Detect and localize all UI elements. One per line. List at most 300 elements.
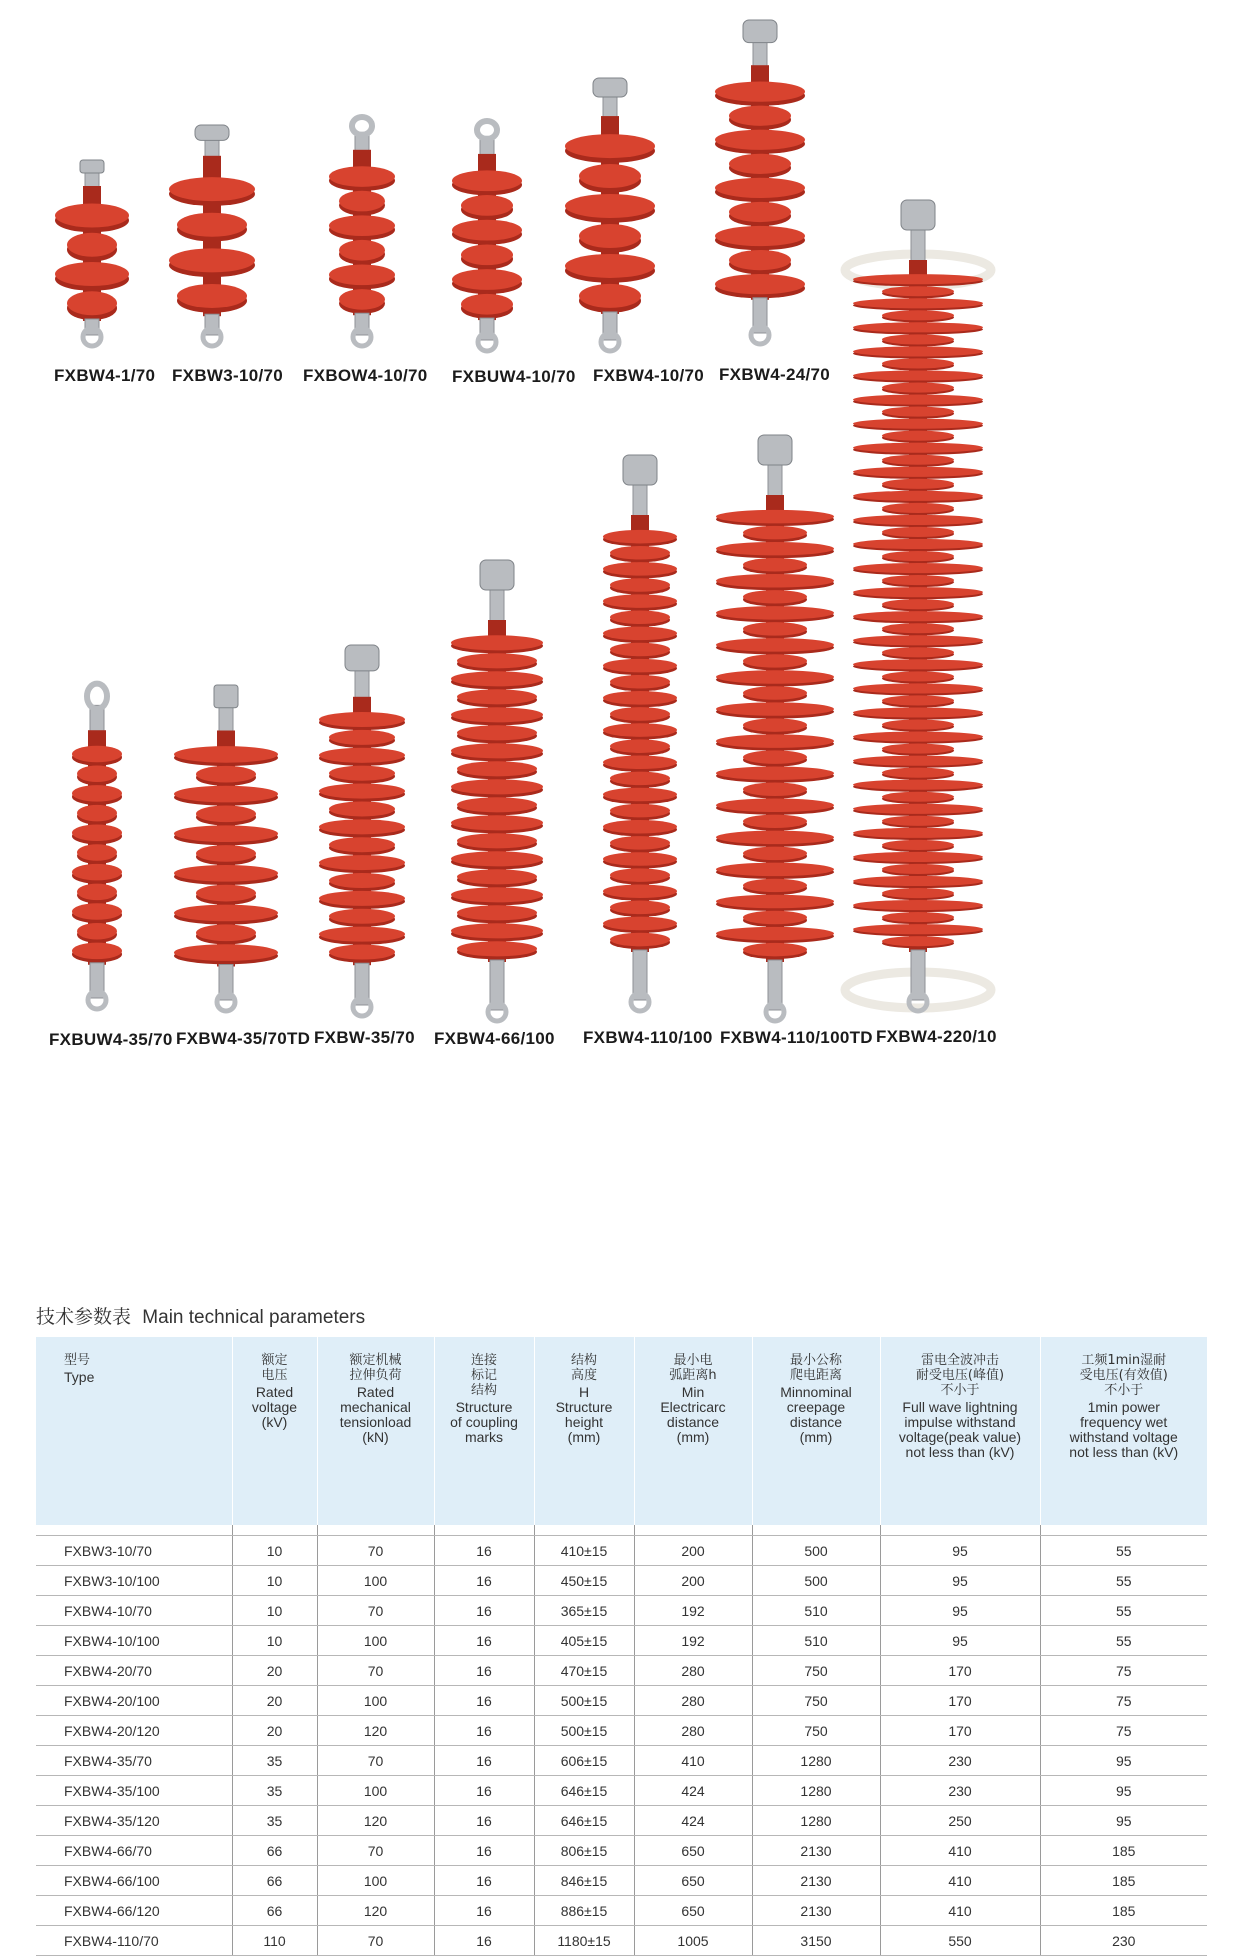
shed [743, 782, 807, 795]
shed [169, 248, 255, 272]
value-cell: 66 [232, 1896, 317, 1926]
shed [174, 825, 278, 842]
shed [610, 675, 670, 689]
shed-shadow [329, 876, 395, 891]
column-header-zh: 型号 [64, 1353, 91, 1368]
shed [853, 419, 983, 429]
shed [457, 725, 537, 740]
shed [319, 927, 405, 942]
shed [853, 828, 983, 838]
table-row [36, 1836, 1207, 1866]
shed-shadow [716, 769, 834, 782]
column-header-zh: 连接 标记 结构 [470, 1353, 497, 1398]
shed-shadow [853, 276, 983, 286]
shed-shadow [72, 828, 122, 845]
shed-shadow [174, 789, 278, 806]
column-header-en: Full wave lightning impulse withstand voltage(peak value) not less than (kV) [898, 1399, 1022, 1460]
shed [451, 743, 543, 758]
shed-shadow [67, 238, 117, 262]
shed [853, 635, 983, 645]
shed-shadow [329, 804, 395, 819]
shed [603, 594, 677, 608]
shed-shadow [451, 674, 543, 689]
shed [603, 627, 677, 641]
shed [610, 804, 670, 818]
shed-shadow [610, 871, 670, 885]
shed [882, 503, 954, 513]
shed [452, 170, 522, 191]
shed [77, 765, 117, 782]
column-header-zh: 结构 高度 [570, 1353, 597, 1383]
column-header-zh: 额定 电压 [261, 1353, 288, 1383]
shed [329, 166, 395, 187]
value-cell: 95 [880, 1566, 1040, 1596]
type-cell: FXBW4-10/70 [36, 1596, 232, 1626]
top-fitting-rod [219, 705, 233, 737]
value-cell: 230 [1040, 1926, 1207, 1956]
shed-shadow [339, 244, 385, 265]
shed [882, 623, 954, 633]
bottom-fitting-eye [88, 991, 106, 1009]
shed-shadow [603, 726, 677, 740]
shed-shadow [319, 858, 405, 873]
value-cell: 16 [434, 1836, 534, 1866]
shed-shadow [853, 589, 983, 599]
value-cell: 70 [317, 1746, 434, 1776]
value-cell: 95 [880, 1626, 1040, 1656]
bottom-fitting-eye [83, 328, 101, 346]
shed [579, 224, 641, 248]
shed-shadow [77, 848, 117, 865]
top-fitting-rod [911, 227, 925, 269]
shed [451, 671, 543, 686]
table-row [36, 1626, 1207, 1656]
shed-shadow [457, 728, 537, 743]
table-row [36, 1686, 1207, 1716]
section-title-zh: 技术参数表 [36, 1306, 132, 1328]
column-header-zh: 工频1min湿耐 受电压(有效值) 不小于 [1079, 1353, 1168, 1398]
shed-shadow [716, 609, 834, 622]
column-header-en: Structure of coupling marks [450, 1399, 518, 1445]
shed [457, 905, 537, 920]
shed [716, 927, 834, 940]
shed [743, 686, 807, 699]
bottom-fitting-rod [911, 950, 925, 1000]
product-model-label: FXBW4-220/10 [876, 1027, 997, 1046]
shed-shadow [882, 649, 954, 659]
separator-cell [434, 1525, 534, 1536]
bottom-fitting-rod [205, 314, 219, 335]
shed [610, 836, 670, 850]
shed-shadow [319, 822, 405, 837]
top-fitting-rod [768, 462, 782, 504]
shed-shadow [743, 817, 807, 830]
shed [743, 815, 807, 828]
shed [72, 903, 122, 920]
bottom-fitting-rod [490, 960, 504, 1010]
shed-shadow [882, 890, 954, 900]
shed [603, 659, 677, 673]
shed [715, 274, 805, 294]
type-cell: FXBW4-110/70 [36, 1926, 232, 1956]
shed-shadow [169, 182, 255, 206]
shed [457, 653, 537, 668]
bottom-fitting-rod [355, 313, 369, 335]
value-cell: 35 [232, 1806, 317, 1836]
type-cell: FXBW4-20/120 [36, 1716, 232, 1746]
shed-shadow [882, 625, 954, 635]
value-cell: 410 [880, 1866, 1040, 1896]
section-title [36, 1302, 365, 1329]
shed-shadow [853, 878, 983, 888]
value-cell: 35 [232, 1776, 317, 1806]
shed-shadow [603, 887, 677, 901]
shed-shadow [743, 657, 807, 670]
shed [603, 852, 677, 866]
grading-ring-top [845, 254, 991, 286]
value-cell: 2130 [752, 1836, 880, 1866]
shed-shadow [603, 855, 677, 869]
shed [603, 884, 677, 898]
shed-shadow [329, 840, 395, 855]
shed-shadow [603, 662, 677, 676]
shed-shadow [729, 254, 791, 274]
top-fitting-rod [490, 587, 504, 629]
bottom-fitting-eye [488, 1003, 506, 1021]
shed [177, 284, 247, 308]
value-cell: 1280 [752, 1746, 880, 1776]
shed [716, 863, 834, 876]
value-cell: 10 [232, 1566, 317, 1596]
shed [174, 905, 278, 922]
shed-shadow [853, 782, 983, 792]
bottom-fitting-rod [768, 960, 782, 1010]
table-row [36, 1866, 1207, 1896]
shed-shadow [461, 249, 513, 270]
bottom-fitting-rod [355, 963, 369, 1005]
shed-shadow [882, 529, 954, 539]
column-header-en: Min Electricarc distance (mm) [660, 1384, 726, 1445]
shed [196, 766, 256, 783]
shed [329, 801, 395, 816]
shed [457, 941, 537, 956]
shed [174, 944, 278, 961]
shed [174, 746, 278, 763]
shed [743, 847, 807, 860]
shed [329, 215, 395, 236]
shed [853, 780, 983, 790]
shed-shadow [853, 806, 983, 816]
top-fitting-rod [633, 482, 647, 524]
shed-shadow [853, 613, 983, 623]
value-cell: 200 [634, 1536, 752, 1566]
shed-shadow [853, 541, 983, 551]
shed [882, 358, 954, 368]
shed-shadow [743, 753, 807, 766]
shed-shadow [882, 938, 954, 948]
shed-shadow [603, 629, 677, 643]
shed [716, 831, 834, 844]
column-header [634, 1337, 752, 1525]
value-cell: 510 [752, 1626, 880, 1656]
value-cell: 55 [1040, 1536, 1207, 1566]
shed-shadow [177, 289, 247, 313]
table-row [36, 1926, 1207, 1956]
shed-shadow [319, 715, 405, 730]
shed [882, 647, 954, 657]
shed [882, 768, 954, 778]
shed [853, 587, 983, 597]
value-cell: 20 [232, 1686, 317, 1716]
shed-shadow [716, 641, 834, 654]
shed [610, 868, 670, 882]
shed [716, 574, 834, 587]
value-cell: 192 [634, 1626, 752, 1656]
shed [729, 106, 791, 126]
bottom-fitting-eye [751, 326, 769, 344]
shed [72, 943, 122, 960]
shed [319, 748, 405, 763]
value-cell: 280 [634, 1716, 752, 1746]
shed-shadow [603, 597, 677, 611]
shed-shadow [579, 169, 641, 193]
value-cell: 95 [880, 1536, 1040, 1566]
value-cell: 120 [317, 1716, 434, 1746]
shed [853, 900, 983, 910]
top-fitting-rod [355, 132, 369, 154]
shed-shadow [72, 907, 122, 924]
shed-shadow [882, 914, 954, 924]
product-model-label: FXBW4-24/70 [719, 365, 831, 384]
table-row [36, 1566, 1207, 1596]
shed-shadow [882, 842, 954, 852]
shed [853, 852, 983, 862]
value-cell: 120 [317, 1806, 434, 1836]
shed [610, 643, 670, 657]
sheath [909, 260, 927, 952]
shed-shadow [610, 839, 670, 853]
shed [603, 917, 677, 931]
shed-shadow [579, 229, 641, 253]
header-separator [36, 1525, 1207, 1536]
shed-shadow [610, 742, 670, 756]
shed [743, 718, 807, 731]
shed [55, 204, 129, 228]
shed [339, 191, 385, 212]
bottom-fitting-rod [753, 298, 767, 333]
shed [853, 491, 983, 501]
shed-shadow [743, 881, 807, 894]
value-cell: 70 [317, 1926, 434, 1956]
clevis-fitting [80, 160, 104, 173]
shed [603, 723, 677, 737]
column-header-en: Type [64, 1369, 95, 1385]
shed-shadow [715, 230, 805, 250]
value-cell: 410 [880, 1896, 1040, 1926]
shed-shadow [196, 888, 256, 905]
shed [853, 563, 983, 573]
separator-cell [634, 1525, 752, 1536]
column-header [317, 1337, 434, 1525]
shed-shadow [882, 673, 954, 683]
shed [603, 530, 677, 544]
shed-shadow [451, 818, 543, 833]
shed-shadow [853, 758, 983, 768]
separator-cell [534, 1525, 634, 1536]
product-model-label: FXBW3-10/70 [172, 366, 284, 385]
shed [67, 291, 117, 315]
shed [716, 510, 834, 523]
shed [457, 833, 537, 848]
shed-shadow [882, 360, 954, 370]
shed [882, 527, 954, 537]
shed-shadow [452, 273, 522, 294]
shed-shadow [882, 553, 954, 563]
shed-shadow [603, 565, 677, 579]
socket-cap [195, 125, 229, 140]
top-fitting-rod [90, 705, 104, 737]
shed-shadow [853, 637, 983, 647]
shed [565, 134, 655, 158]
shed [716, 606, 834, 619]
table-row [36, 1746, 1207, 1776]
type-cell: FXBW4-35/120 [36, 1806, 232, 1836]
shed [55, 262, 129, 286]
sheath [217, 731, 235, 967]
value-cell: 230 [880, 1776, 1040, 1806]
shed [853, 346, 983, 356]
shed-shadow [743, 561, 807, 574]
eye-fitting [352, 117, 372, 135]
value-cell: 95 [1040, 1776, 1207, 1806]
shed [457, 797, 537, 812]
shed [743, 526, 807, 539]
shed-shadow [853, 324, 983, 334]
shed [319, 891, 405, 906]
value-cell: 170 [880, 1716, 1040, 1746]
shed-shadow [882, 577, 954, 587]
shed [715, 130, 805, 150]
shed [715, 82, 805, 102]
shed [716, 734, 834, 747]
shed-shadow [882, 336, 954, 346]
shed-shadow [451, 782, 543, 797]
column-header-en: Minnominal creepage distance (mm) [780, 1384, 852, 1445]
shed [319, 855, 405, 870]
value-cell: 450±15 [534, 1566, 634, 1596]
value-cell: 280 [634, 1656, 752, 1686]
socket-cap [593, 78, 627, 97]
shed [603, 756, 677, 770]
shed-shadow [174, 948, 278, 965]
shed-shadow [715, 86, 805, 106]
table-row [36, 1536, 1207, 1566]
shed-shadow [743, 593, 807, 606]
shed-shadow [329, 733, 395, 748]
bottom-fitting-eye [601, 333, 619, 351]
shed-shadow [715, 278, 805, 298]
shed [882, 431, 954, 441]
shed [451, 707, 543, 722]
shed [610, 546, 670, 560]
shed [715, 226, 805, 246]
shed [853, 756, 983, 766]
table-row [36, 1716, 1207, 1746]
shed [716, 895, 834, 908]
shed-shadow [716, 545, 834, 558]
shed-shadow [565, 139, 655, 163]
shed [716, 766, 834, 779]
bottom-fitting-eye [766, 1003, 784, 1021]
value-cell: 16 [434, 1746, 534, 1776]
shed-shadow [457, 800, 537, 815]
shed-shadow [196, 848, 256, 865]
value-cell: 16 [434, 1776, 534, 1806]
shed [451, 815, 543, 830]
shed-shadow [743, 849, 807, 862]
sheath [83, 186, 101, 321]
shed [610, 610, 670, 624]
shed-shadow [72, 867, 122, 884]
shed [882, 382, 954, 392]
value-cell: 16 [434, 1566, 534, 1596]
shed-shadow [853, 397, 983, 407]
shed [853, 659, 983, 669]
shed-shadow [853, 830, 983, 840]
value-cell: 750 [752, 1656, 880, 1686]
shed-shadow [329, 769, 395, 784]
shed-shadow [196, 809, 256, 826]
bottom-fitting-eye [909, 993, 927, 1011]
value-cell: 230 [880, 1746, 1040, 1776]
sheath [353, 150, 371, 315]
sheath [601, 116, 619, 314]
shed-shadow [565, 259, 655, 283]
table-row [36, 1656, 1207, 1686]
value-cell: 500 [752, 1566, 880, 1596]
shed-shadow [716, 513, 834, 526]
shed [743, 622, 807, 635]
type-cell: FXBW3-10/100 [36, 1566, 232, 1596]
shed-shadow [716, 865, 834, 878]
shed [853, 515, 983, 525]
type-cell: FXBW3-10/70 [36, 1536, 232, 1566]
shed-shadow [729, 158, 791, 178]
product-model-label: FXBOW4-10/70 [303, 366, 428, 385]
eye-fitting [477, 121, 497, 139]
shed-shadow [716, 801, 834, 814]
shed [882, 599, 954, 609]
value-cell: 2130 [752, 1896, 880, 1926]
sheath [88, 730, 106, 965]
shed [77, 884, 117, 901]
value-cell: 886±15 [534, 1896, 634, 1926]
value-cell: 1280 [752, 1806, 880, 1836]
shed-shadow [882, 433, 954, 443]
shed [451, 887, 543, 902]
sheath [766, 495, 784, 962]
column-header [232, 1337, 317, 1525]
shed [319, 819, 405, 834]
table-row [36, 1806, 1207, 1836]
column-header-zh: 最小公称 爬电距离 [789, 1353, 842, 1383]
shed [853, 876, 983, 886]
shed-shadow [77, 808, 117, 825]
shed [319, 784, 405, 799]
value-cell: 280 [634, 1686, 752, 1716]
top-fitting-rod [753, 40, 767, 72]
shed-shadow [853, 565, 983, 575]
